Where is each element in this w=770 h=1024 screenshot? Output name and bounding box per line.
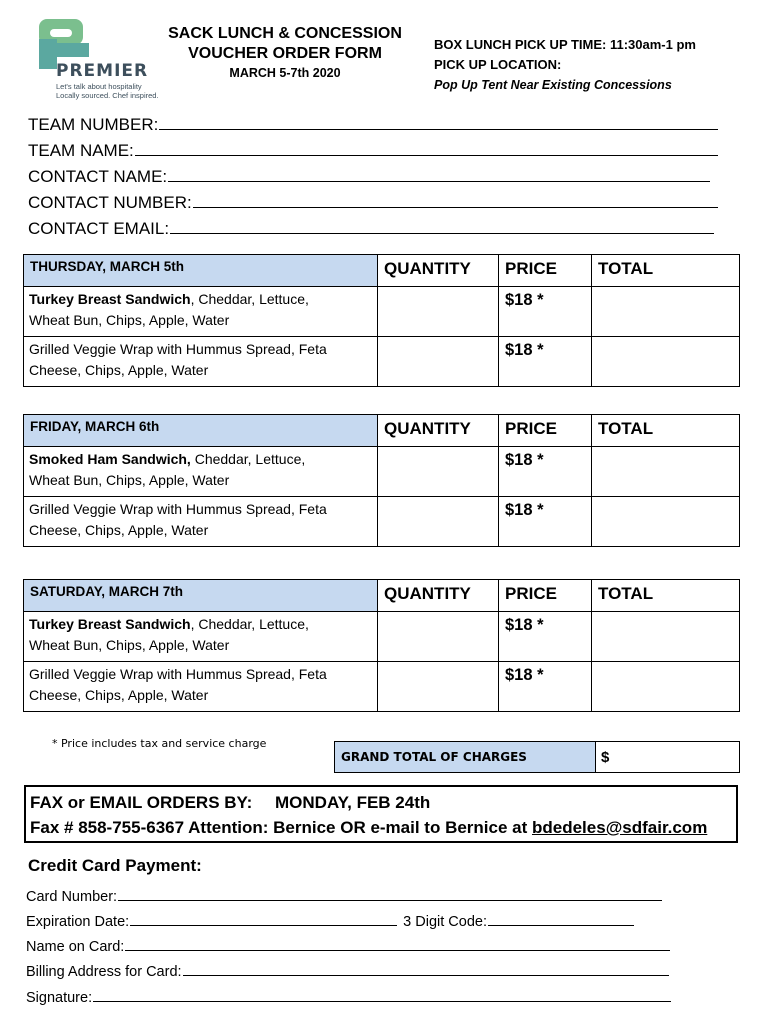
item-desc: Grilled Veggie Wrap with Hummus Spread, Feta (29, 501, 327, 517)
team-name-label: TEAM NAME: (28, 141, 134, 160)
menu-item (24, 497, 378, 547)
menu-item (24, 337, 378, 387)
quantity-header: QUANTITY (378, 415, 499, 447)
expiration-field[interactable] (26, 912, 634, 930)
contact-name-blank[interactable] (168, 167, 710, 182)
price-note: * Price includes tax and service charge (52, 737, 267, 750)
name-on-card-field[interactable] (26, 937, 670, 955)
fax-number-text: Fax # 858-755-6367 Attention: Bernice OR e-mail to Bernice at (30, 818, 532, 837)
brand-name: PREMIER (56, 61, 149, 81)
digit-code-blank[interactable] (488, 912, 634, 926)
total-header: TOTAL (592, 580, 740, 612)
menu-item (24, 662, 378, 712)
team-name-blank[interactable] (135, 141, 718, 156)
menu-item (24, 287, 378, 337)
item-name: Turkey Breast Sandwich (29, 291, 191, 307)
pickup-time: BOX LUNCH PICK UP TIME: 11:30am-1 pm (434, 37, 696, 52)
price-cell: $18 * (499, 497, 592, 547)
total-cell[interactable] (592, 497, 740, 547)
form-title-2: VOUCHER ORDER FORM (188, 45, 382, 62)
total-cell[interactable] (592, 612, 740, 662)
grand-total-table (334, 741, 740, 773)
signature-blank[interactable] (93, 988, 671, 1002)
total-header: TOTAL (592, 255, 740, 287)
signature-label: Signature: (26, 990, 93, 1006)
quantity-cell[interactable] (378, 612, 499, 662)
total-cell[interactable] (592, 447, 740, 497)
item-desc: Grilled Veggie Wrap with Hummus Spread, Feta (29, 666, 327, 682)
name-on-card-blank[interactable] (125, 937, 670, 951)
price-header: PRICE (499, 255, 592, 287)
contact-email-label: CONTACT EMAIL: (28, 219, 170, 238)
expiration-blank[interactable] (130, 912, 397, 926)
friday-table (23, 414, 740, 547)
name-on-card-label: Name on Card: (26, 939, 125, 955)
day-header-thursday: THURSDAY, MARCH 5th (24, 255, 378, 287)
quantity-cell[interactable] (378, 447, 499, 497)
team-number-field[interactable] (28, 115, 718, 141)
total-header: TOTAL (592, 415, 740, 447)
total-cell[interactable] (592, 662, 740, 712)
pickup-location: Pop Up Tent Near Existing Concessions (434, 78, 672, 92)
brand-tagline-1: Let's talk about hospitality (56, 82, 142, 91)
item-desc-2: Wheat Bun, Chips, Apple, Water (29, 472, 230, 488)
contact-name-field[interactable] (28, 167, 718, 193)
item-desc-2: Cheese, Chips, Apple, Water (29, 522, 209, 538)
saturday-table (23, 579, 740, 712)
quantity-header: QUANTITY (378, 255, 499, 287)
menu-item (24, 612, 378, 662)
signature-field[interactable] (26, 988, 671, 1006)
credit-card-title: Credit Card Payment: (28, 856, 202, 875)
contact-email-field[interactable] (28, 219, 718, 245)
contact-section (28, 115, 718, 245)
quantity-cell[interactable] (378, 337, 499, 387)
price-cell: $18 * (499, 662, 592, 712)
expiration-label: Expiration Date: (26, 914, 130, 930)
pickup-location-label: PICK UP LOCATION: (434, 57, 562, 72)
item-desc: Cheddar, Lettuce, (190, 451, 306, 467)
item-desc-2: Wheat Bun, Chips, Apple, Water (29, 312, 230, 328)
card-number-label: Card Number: (26, 889, 118, 905)
fax-by-label: FAX or EMAIL ORDERS BY: (30, 793, 253, 812)
total-cell[interactable] (592, 337, 740, 387)
card-number-field[interactable] (26, 887, 662, 905)
quantity-cell[interactable] (378, 497, 499, 547)
brand-tagline-2: Locally sourced. Chef inspired. (56, 91, 159, 100)
price-cell: $18 * (499, 337, 592, 387)
item-desc-2: Wheat Bun, Chips, Apple, Water (29, 637, 230, 653)
fax-email-box (24, 785, 738, 843)
fax-deadline-line (30, 793, 430, 813)
day-header-friday: FRIDAY, MARCH 6th (24, 415, 378, 447)
quantity-header: QUANTITY (378, 580, 499, 612)
billing-address-blank[interactable] (183, 962, 669, 976)
contact-name-label: CONTACT NAME: (28, 167, 168, 186)
item-desc-2: Cheese, Chips, Apple, Water (29, 687, 209, 703)
quantity-cell[interactable] (378, 287, 499, 337)
contact-number-blank[interactable] (193, 193, 718, 208)
item-name: Turkey Breast Sandwich (29, 616, 191, 632)
grand-total-value[interactable]: $ (596, 742, 740, 773)
contact-number-label: CONTACT NUMBER: (28, 193, 192, 212)
quantity-cell[interactable] (378, 662, 499, 712)
form-dates: MARCH 5-7th 2020 (229, 66, 341, 80)
item-desc-2: Cheese, Chips, Apple, Water (29, 362, 209, 378)
item-desc: , Cheddar, Lettuce, (190, 616, 309, 632)
price-header: PRICE (499, 580, 592, 612)
contact-email-blank[interactable] (170, 219, 714, 234)
email-link[interactable]: bdedeles@sdfair.com (532, 818, 708, 837)
card-number-blank[interactable] (118, 887, 662, 901)
form-title-1: SACK LUNCH & CONCESSION (168, 25, 402, 42)
team-name-field[interactable] (28, 141, 718, 167)
contact-number-field[interactable] (28, 193, 718, 219)
menu-item (24, 447, 378, 497)
billing-address-label: Billing Address for Card: (26, 964, 182, 980)
grand-total-label: GRAND TOTAL OF CHARGES (335, 742, 596, 773)
item-name: Smoked Ham Sandwich, (29, 451, 191, 467)
digit-code-label: 3 Digit Code: (403, 914, 487, 930)
premier-logo (36, 17, 159, 101)
item-desc: Grilled Veggie Wrap with Hummus Spread, Feta (29, 341, 327, 357)
fax-deadline: MONDAY, FEB 24th (275, 793, 431, 812)
team-number-blank[interactable] (159, 115, 718, 130)
price-header: PRICE (499, 415, 592, 447)
price-cell: $18 * (499, 287, 592, 337)
thursday-table (23, 254, 740, 387)
item-desc: , Cheddar, Lettuce, (190, 291, 309, 307)
billing-address-field[interactable] (26, 962, 669, 980)
price-cell: $18 * (499, 447, 592, 497)
price-cell: $18 * (499, 612, 592, 662)
fax-contact-line (30, 818, 707, 838)
total-cell[interactable] (592, 287, 740, 337)
day-header-saturday: SATURDAY, MARCH 7th (24, 580, 378, 612)
team-number-label: TEAM NUMBER: (28, 115, 159, 134)
